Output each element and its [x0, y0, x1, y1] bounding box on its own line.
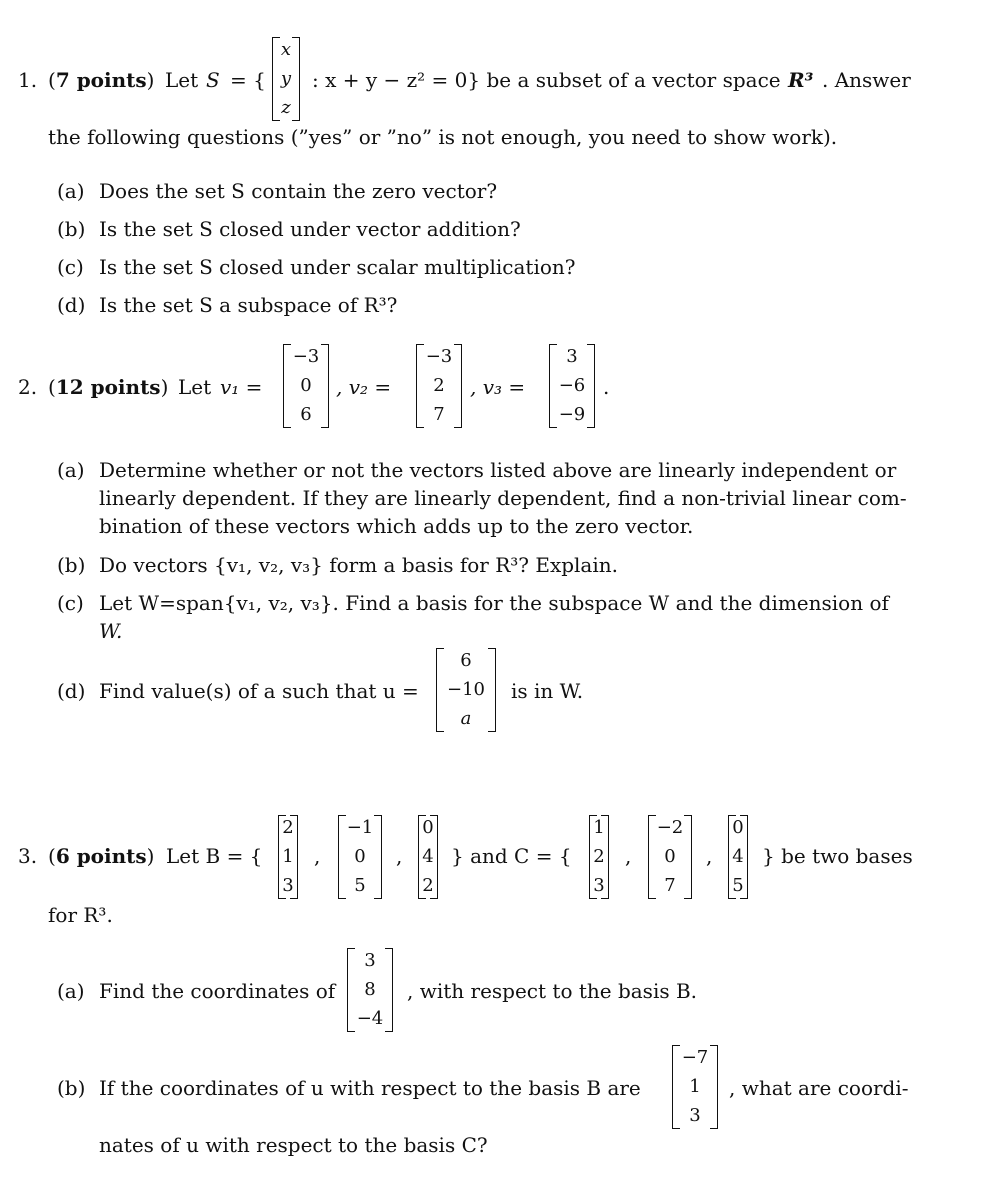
p1-item-a-text: Does the set S contain the zero vector? — [99, 179, 498, 203]
c-entry: 7 — [664, 875, 676, 896]
v2-entry: 2 — [433, 375, 445, 396]
comma: , — [625, 844, 632, 868]
b-entry: 0 — [422, 817, 434, 838]
problem-2-points: (12 points) — [48, 375, 169, 399]
p2-item-d-tail: is in W. — [511, 679, 584, 703]
vector-b-coords — [672, 1045, 718, 1129]
problem-2-number: 2. — [18, 375, 38, 399]
v3-entry: 3 — [566, 346, 578, 367]
and-c-text: } and C = { — [451, 844, 572, 868]
p3-item-b-line2: nates of u with respect to the basis C? — [99, 1133, 488, 1157]
comma: , — [706, 844, 713, 868]
problem-3-number: 3. — [18, 844, 38, 868]
b-entry: 0 — [354, 846, 366, 867]
b-entry: 4 — [422, 846, 434, 867]
c-entry: 0 — [732, 817, 744, 838]
p3-item-a-label: (a) — [57, 979, 85, 1003]
v2-entry: −3 — [425, 346, 453, 367]
equals-brace: = { — [230, 68, 266, 92]
u-entry: a — [460, 708, 472, 729]
v3-entry: −9 — [558, 404, 586, 425]
a-entry: 3 — [364, 950, 376, 971]
vector-u — [436, 648, 496, 732]
p1-item-b-label: (b) — [57, 217, 86, 241]
bases-tail: } be two bases — [762, 844, 913, 868]
answer-text: . Answer — [822, 68, 911, 92]
problem-3-points: (6 points) — [48, 844, 155, 868]
vector-a — [347, 948, 393, 1032]
v2-entry: 7 — [433, 404, 445, 425]
problem-1-line2: the following questions (”yes” or ”no” is not enough, you need to show work). — [48, 125, 838, 149]
problem-1-points: (7 points) — [48, 68, 155, 92]
v3-period: . — [603, 375, 610, 399]
p2-item-c-line: Let W=span{v₁, v₂, v₃}. Find a basis for the subspace W and the dimension of — [99, 591, 889, 615]
comma: , — [396, 844, 403, 868]
p3-item-b-text: If the coordinates of u with respect to the basis B are — [99, 1076, 641, 1100]
v3-entry: −6 — [558, 375, 586, 396]
c-entry: 0 — [664, 846, 676, 867]
basis-b-vector-1 — [278, 815, 298, 899]
p2-item-a-line: linearly dependent. If they are linearly dependent, find a non-trivial linear com- — [99, 486, 907, 510]
p2-item-a-line: bination of these vectors which adds up to the zero vector. — [99, 514, 694, 538]
p2-item-d-text: Find value(s) of a such that u = — [99, 679, 419, 703]
p1-item-c-label: (c) — [57, 255, 84, 279]
b-entry: 2 — [282, 817, 294, 838]
problem-3-line2: for R³. — [48, 903, 113, 927]
c-entry: 3 — [593, 875, 605, 896]
b-entry: 2 — [422, 875, 434, 896]
p1-item-a-label: (a) — [57, 179, 85, 203]
v1-entry: −3 — [292, 346, 320, 367]
p2-item-d-label: (d) — [57, 679, 86, 703]
comma: , — [314, 844, 321, 868]
b-entry: −1 — [346, 817, 374, 838]
problem-1-number: 1. — [18, 68, 38, 92]
v1-name: v₁ = — [220, 375, 263, 399]
v1-entry: 0 — [300, 375, 312, 396]
p3-item-a-text: Find the coordinates of — [99, 979, 336, 1003]
c-entry: 1 — [593, 817, 605, 838]
c-entry: 4 — [732, 846, 744, 867]
vector-v1 — [283, 344, 329, 428]
b-entry: 3 — [282, 875, 294, 896]
p1-item-d-text: Is the set S a subspace of R³? — [99, 293, 398, 317]
p2-item-c-line: W. — [99, 619, 123, 643]
set-condition: : x + y − z² = 0} be a subset of a vector space — [312, 68, 781, 92]
basis-c-vector-2 — [648, 815, 692, 899]
b-coord-entry: 3 — [689, 1105, 701, 1126]
set-variable: S — [206, 68, 220, 92]
problem-1-let: Let — [165, 68, 199, 92]
p1-item-b-text: Is the set S closed under vector addition? — [99, 217, 521, 241]
basis-c-vector-3 — [728, 815, 748, 899]
c-entry: 5 — [732, 875, 744, 896]
p1-item-c-text: Is the set S closed under scalar multiplication? — [99, 255, 576, 279]
set-vector-z: z — [281, 97, 291, 118]
v2-name: , v₂ = — [336, 375, 392, 399]
basis-b-vector-2 — [338, 815, 382, 899]
basis-c-vector-1 — [589, 815, 609, 899]
u-entry: 6 — [460, 650, 472, 671]
p2-item-c-label: (c) — [57, 591, 84, 615]
p1-item-d-label: (d) — [57, 293, 86, 317]
a-entry: −4 — [356, 1008, 384, 1029]
vector-v2 — [416, 344, 462, 428]
p3-item-a-tail: , with respect to the basis B. — [407, 979, 698, 1003]
b-coord-entry: 1 — [689, 1076, 701, 1097]
v3-name: , v₃ = — [470, 375, 526, 399]
p3-item-b-label: (b) — [57, 1076, 86, 1100]
problem-2-let: Let — [178, 375, 212, 399]
p2-item-a-label: (a) — [57, 458, 85, 482]
vector-space: R³ — [788, 68, 814, 92]
set-vector-y: y — [280, 68, 292, 89]
problem-3-intro: Let B = { — [166, 844, 263, 868]
p2-item-b-text: Do vectors {v₁, v₂, v₃} form a basis for R³? Explain. — [99, 553, 618, 577]
p2-item-a-line: Determine whether or not the vectors listed above are linearly independent or — [99, 458, 897, 482]
p2-item-b-label: (b) — [57, 553, 86, 577]
c-entry: −2 — [656, 817, 684, 838]
p3-item-b-tail: , what are coordi- — [729, 1076, 909, 1100]
set-vector-x: x — [280, 39, 292, 60]
c-entry: 2 — [593, 846, 605, 867]
basis-b-vector-3 — [418, 815, 438, 899]
b-entry: 5 — [354, 875, 366, 896]
b-coord-entry: −7 — [681, 1047, 709, 1068]
u-entry: −10 — [447, 679, 485, 700]
v1-entry: 6 — [300, 404, 312, 425]
set-vector — [272, 37, 300, 121]
a-entry: 8 — [364, 979, 376, 1000]
vector-v3 — [549, 344, 595, 428]
b-entry: 1 — [282, 846, 294, 867]
